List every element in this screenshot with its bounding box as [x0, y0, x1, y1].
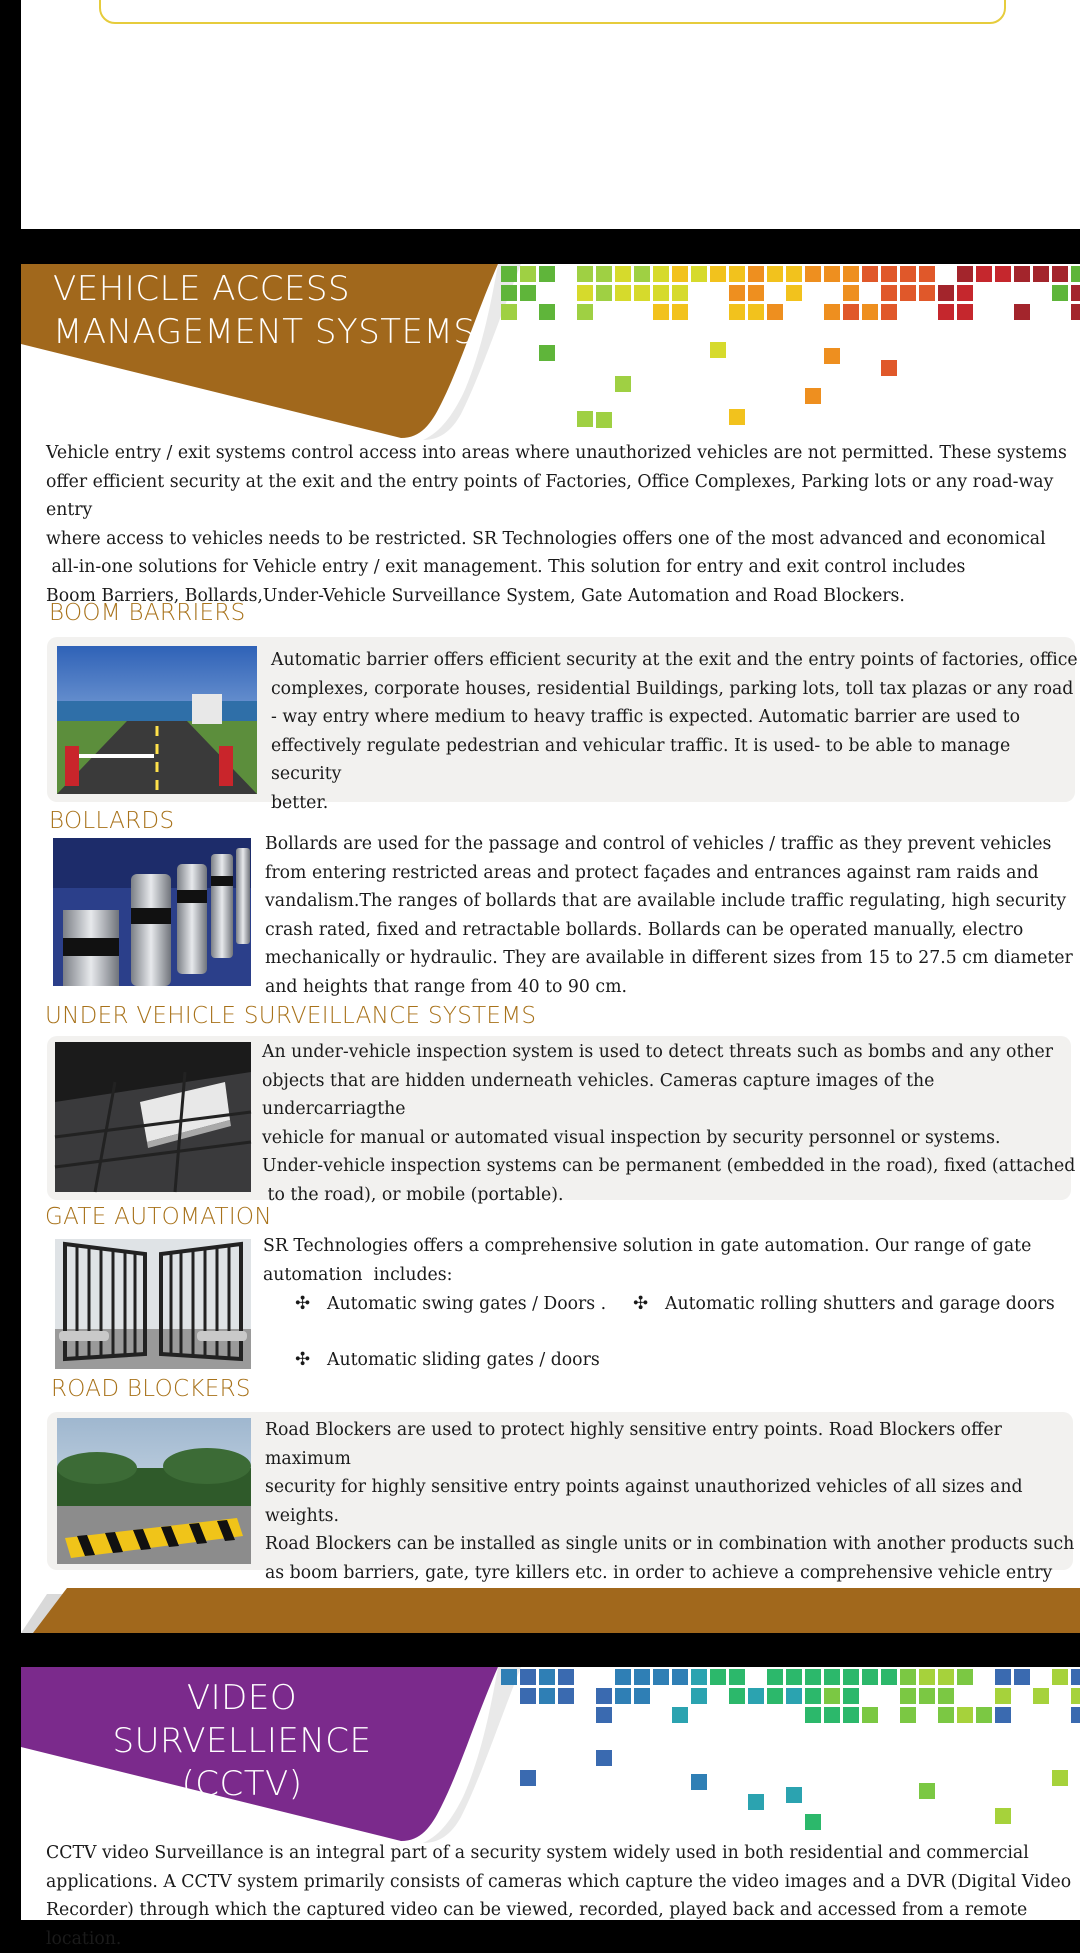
mosaic-square	[862, 304, 878, 320]
mosaic-square	[577, 285, 593, 301]
vehicle-access-page	[21, 264, 1080, 1633]
mosaic-square	[1033, 1688, 1049, 1704]
mosaic-square	[843, 1669, 859, 1685]
mosaic-square	[501, 266, 517, 282]
cctv-banner-title: VIDEO SURVELLIENCE (CCTV)	[112, 1678, 372, 1804]
pixel-mosaic-decoration	[21, 264, 1080, 439]
mosaic-square	[691, 266, 707, 282]
mosaic-square	[995, 1707, 1011, 1723]
mosaic-square	[919, 285, 935, 301]
mosaic-square	[748, 285, 764, 301]
gate-automation-photo	[55, 1239, 251, 1369]
mosaic-square	[786, 1669, 802, 1685]
mosaic-square	[824, 348, 840, 364]
mosaic-square	[1052, 266, 1068, 282]
mosaic-square	[805, 1669, 821, 1685]
mosaic-square	[672, 304, 688, 320]
road-blocker-photo	[57, 1418, 251, 1564]
mosaic-square	[577, 304, 593, 320]
vehicle-intro-paragraph: Vehicle entry / exit systems control access into areas where unauthorized vehicles are not permitted. These systems offer efficient security at the exit and the entry points of Factories, Office Complexes, Parking lots or any road-way entry where access to vehicles needs to be restricted. SR Technologies offers one of the most advanced and economical all-in-one solutions for Vehicle entry / exit management. This solution for entry and exit control includes Boom Barriers, Bollards,Under-Vehicle Surveillance System, Gate Automation and Road Blockers.	[46, 443, 1067, 606]
mosaic-square	[596, 266, 612, 282]
mosaic-square	[900, 1669, 916, 1685]
mosaic-square	[501, 304, 517, 320]
mosaic-square	[1071, 1707, 1080, 1723]
mosaic-square	[1014, 266, 1030, 282]
mosaic-square	[577, 411, 593, 427]
mosaic-square	[881, 1669, 897, 1685]
mosaic-square	[900, 1688, 916, 1704]
mosaic-square	[1071, 304, 1080, 320]
mosaic-square	[824, 1688, 840, 1704]
mosaic-square	[767, 266, 783, 282]
mosaic-square	[957, 1707, 973, 1723]
banner-title: VEHICLE ACCESS MANAGEMENT SYSTEMS	[53, 269, 476, 352]
mosaic-square	[539, 1688, 555, 1704]
mosaic-square	[995, 266, 1011, 282]
mosaic-square	[824, 304, 840, 320]
mosaic-square	[748, 1794, 764, 1810]
mosaic-square	[710, 266, 726, 282]
mosaic-square	[805, 1814, 821, 1830]
previous-page-fragment	[21, 0, 1080, 229]
mosaic-square	[938, 1707, 954, 1723]
mosaic-square	[501, 1669, 517, 1685]
mosaic-square	[957, 304, 973, 320]
mosaic-square	[824, 266, 840, 282]
mosaic-square	[729, 266, 745, 282]
mosaic-square	[748, 266, 764, 282]
mosaic-square	[596, 285, 612, 301]
mosaic-square	[995, 1808, 1011, 1824]
mosaic-square	[520, 1770, 536, 1786]
mosaic-square	[1014, 1669, 1030, 1685]
mosaic-square	[672, 266, 688, 282]
mosaic-square	[1071, 1688, 1080, 1704]
mosaic-square	[843, 304, 859, 320]
mosaic-square	[596, 1688, 612, 1704]
mosaic-square	[919, 1783, 935, 1799]
mosaic-square	[881, 360, 897, 376]
mosaic-square	[1052, 1669, 1068, 1685]
mosaic-square	[634, 285, 650, 301]
mosaic-square	[520, 1688, 536, 1704]
mosaic-square	[539, 266, 555, 282]
cctv-page	[21, 1667, 1080, 1949]
mosaic-square	[634, 1669, 650, 1685]
mosaic-square	[729, 409, 745, 425]
mosaic-square	[1052, 285, 1068, 301]
mosaic-square	[824, 1707, 840, 1723]
mosaic-square	[900, 1707, 916, 1723]
mosaic-square	[539, 304, 555, 320]
mosaic-square	[748, 304, 764, 320]
mosaic-square	[596, 412, 612, 428]
mosaic-square	[1033, 266, 1049, 282]
mosaic-square	[767, 1669, 783, 1685]
mosaic-square	[710, 342, 726, 358]
uvss-photo	[55, 1042, 251, 1192]
mosaic-square	[938, 304, 954, 320]
mosaic-square	[520, 285, 536, 301]
mosaic-square	[786, 1688, 802, 1704]
mosaic-square	[1071, 266, 1080, 282]
cctv-intro-paragraph: CCTV video Surveillance is an integral part of a security system widely used in both residential and commercial applications. A CCTV system primarily consists of cameras which capture the video images and a DVR (Digital Video Recorder) through which the captured video can be viewed, recorded, played back and accessed from a remote location.	[46, 1843, 1072, 1949]
mosaic-square	[596, 1707, 612, 1723]
mosaic-square	[710, 1669, 726, 1685]
mosaic-square	[767, 304, 783, 320]
mosaic-square	[672, 1669, 688, 1685]
mosaic-square	[824, 1669, 840, 1685]
mosaic-square	[615, 266, 631, 282]
mosaic-square	[672, 285, 688, 301]
mosaic-square	[862, 1669, 878, 1685]
pixel-mosaic-decoration	[21, 1667, 1080, 1842]
mosaic-square	[938, 1669, 954, 1685]
mosaic-square	[938, 285, 954, 301]
mosaic-square	[558, 1688, 574, 1704]
rounded-yellow-box	[99, 0, 1006, 24]
mosaic-square	[596, 1750, 612, 1766]
mosaic-square	[843, 1688, 859, 1704]
mosaic-square	[672, 1707, 688, 1723]
mosaic-square	[786, 285, 802, 301]
gate-automation-title: GATE AUTOMATION	[45, 1204, 272, 1230]
mosaic-square	[539, 345, 555, 361]
gate-automation-text: SR Technologies offers a comprehensive solution in gate automation. Our range of gate automation includes:	[263, 1236, 1032, 1285]
mosaic-square	[976, 266, 992, 282]
four-arrows-icon: ✣	[295, 1293, 311, 1314]
mosaic-square	[1052, 1770, 1068, 1786]
mosaic-square	[919, 1669, 935, 1685]
road-blockers-title: ROAD BLOCKERS	[51, 1376, 251, 1402]
mosaic-square	[938, 1688, 954, 1704]
mosaic-square	[615, 1688, 631, 1704]
bollards-title: BOLLARDS	[49, 808, 175, 834]
mosaic-square	[691, 1688, 707, 1704]
mosaic-square	[786, 1787, 802, 1803]
bullet-item: ✣ Automatic swing gates / Doors .	[295, 1293, 607, 1314]
mosaic-square	[1014, 304, 1030, 320]
mosaic-square	[729, 285, 745, 301]
mosaic-square	[805, 1707, 821, 1723]
mosaic-square	[919, 1688, 935, 1704]
mosaic-square	[729, 1669, 745, 1685]
mosaic-square	[539, 1669, 555, 1685]
mosaic-square	[881, 266, 897, 282]
mosaic-square	[805, 388, 821, 404]
mosaic-square	[653, 285, 669, 301]
mosaic-square	[691, 1774, 707, 1790]
mosaic-square	[843, 285, 859, 301]
bullet-item: ✣ Automatic rolling shutters and garage doors	[633, 1293, 1055, 1314]
mosaic-square	[881, 285, 897, 301]
mosaic-square	[748, 1688, 764, 1704]
mosaic-square	[843, 266, 859, 282]
boom-barriers-title: BOOM BARRIERS	[49, 600, 246, 626]
mosaic-square	[558, 1669, 574, 1685]
mosaic-square	[615, 376, 631, 392]
mosaic-square	[900, 285, 916, 301]
mosaic-square	[862, 1707, 878, 1723]
mosaic-square	[919, 266, 935, 282]
mosaic-square	[691, 1669, 707, 1685]
mosaic-square	[501, 285, 517, 301]
mosaic-square	[615, 285, 631, 301]
mosaic-square	[957, 1669, 973, 1685]
mosaic-square	[634, 1688, 650, 1704]
mosaic-square	[729, 304, 745, 320]
mosaic-square	[843, 1707, 859, 1723]
mosaic-square	[1071, 285, 1080, 301]
road-blockers-text: Road Blockers are used to protect highly sensitive entry points. Road Blockers offer maximum security for highly sensitive entry points against unauthorized vehicles of all sizes and weights. Road Blockers can be installed as single units or in combination with another products such as boom barriers, gate, tyre killers etc. in order to achieve a comprehensive vehicle entry	[265, 1420, 1075, 1583]
four-arrows-icon: ✣	[633, 1293, 649, 1314]
boom-barriers-text: Automatic barrier offers efficient security at the exit and the entry points of factories, office complexes, corporate houses, residential Buildings, parking lots, toll tax plazas or any road - way entry where medium to heavy traffic is expected. Automatic barrier are used to effectively regulate pedestrian and vehicular traffic. It is used- to be able to manage security better.	[271, 650, 1078, 813]
mosaic-square	[634, 266, 650, 282]
mosaic-square	[653, 266, 669, 282]
mosaic-square	[995, 1688, 1011, 1704]
bullet-item: ✣ Automatic sliding gates / doors	[295, 1349, 600, 1370]
mosaic-square	[520, 266, 536, 282]
mosaic-square	[1071, 1669, 1080, 1685]
uvss-title: UNDER VEHICLE SURVEILLANCE SYSTEMS	[45, 1003, 537, 1029]
bollards-photo	[53, 838, 251, 986]
mosaic-square	[900, 266, 916, 282]
mosaic-square	[976, 1707, 992, 1723]
four-arrows-icon: ✣	[295, 1349, 311, 1370]
mosaic-square	[520, 1669, 536, 1685]
mosaic-square	[653, 1669, 669, 1685]
mosaic-square	[786, 266, 802, 282]
bottom-brown-band	[21, 1584, 1080, 1633]
mosaic-square	[881, 304, 897, 320]
mosaic-square	[767, 1688, 783, 1704]
mosaic-square	[995, 1669, 1011, 1685]
mosaic-square	[577, 266, 593, 282]
boom-barrier-photo	[57, 646, 257, 794]
mosaic-square	[957, 266, 973, 282]
mosaic-square	[615, 1669, 631, 1685]
mosaic-square	[805, 1688, 821, 1704]
uvss-text: An under-vehicle inspection system is used to detect threats such as bombs and any other objects that are hidden underneath vehicles. Cameras capture images of the undercarriagthe vehicle for manual or automated visual inspection by security personnel or systems. Under-vehicle inspection systems can be permanent (embedded in the road), fixed (attached to the road), or mobile (portable).	[262, 1042, 1076, 1205]
mosaic-square	[729, 1688, 745, 1704]
mosaic-square	[653, 304, 669, 320]
mosaic-square	[957, 285, 973, 301]
mosaic-square	[862, 266, 878, 282]
mosaic-square	[805, 266, 821, 282]
bollards-text: Bollards are used for the passage and control of vehicles / traffic as they prevent vehicles from entering restricted areas and protect façades and entrances against ram raids and vandalism.The ranges of bollards that are available include traffic regulating, high security crash rated, fixed and retractable bollards. Bollards can be operated manually, electro mechanically or hydraulic. They are available in different sizes from 15 to 27.5 cm diameter and heights that range from 40 to 90 cm.	[265, 834, 1073, 997]
